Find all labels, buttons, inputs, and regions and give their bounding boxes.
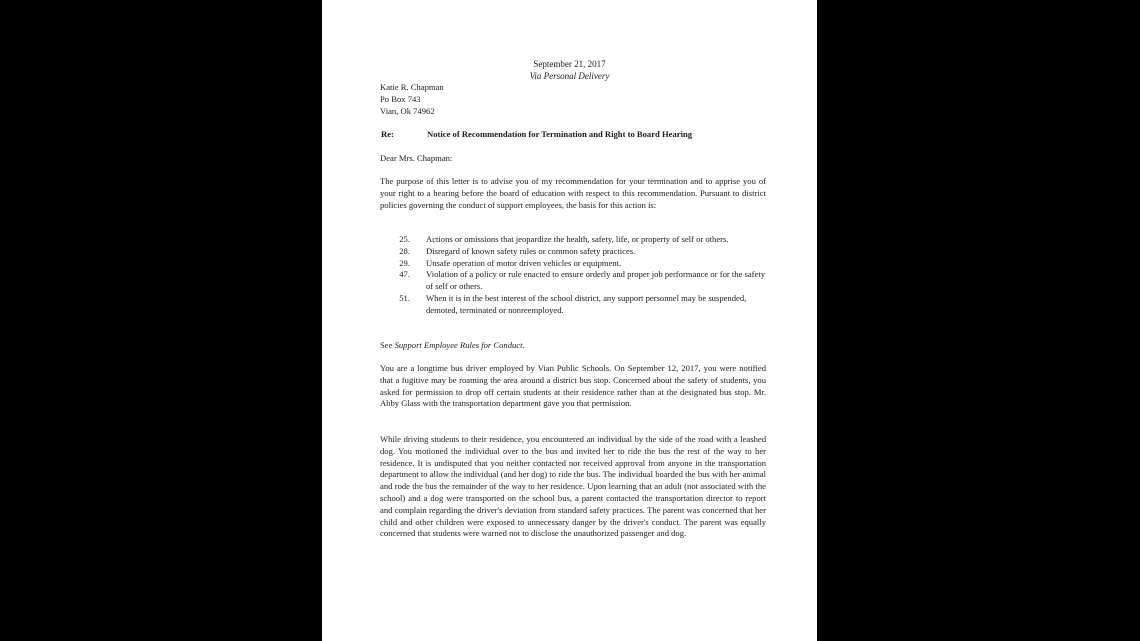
list-item [380, 258, 766, 270]
list-item [380, 269, 766, 293]
list-item [380, 246, 766, 258]
list-item [380, 234, 766, 246]
list-item-number: 47. [399, 269, 410, 280]
policy-list [380, 234, 766, 317]
see-rules-title: Support Employee Rules for Conduct. [394, 340, 525, 350]
recipient-name: Katie R. Chapman [380, 82, 444, 92]
list-item-text: Unsafe operation of motor driven vehicles or equipment. [426, 257, 622, 268]
letter-page [322, 0, 817, 641]
paragraph-background: You are a longtime bus driver employed by Vian Public Schools. On September 12, 2017, you were notified that a fugitive may be roaming the area around a district bus stop. Concerned about the safety of students, you asked for permission to drop off certain students at their residence rather than at the designated bus stop. Mr. Abby Glass with the transportation department gave you that permission. [380, 363, 766, 409]
list-item-text: Disregard of known safety rules or common safety practices. [426, 245, 636, 256]
subject-text: Notice of Recommendation for Termination and Right to Board Hearing [427, 129, 693, 139]
letter-date: September 21, 2017 [533, 59, 606, 69]
subject-line [380, 129, 766, 141]
list-item-number: 28. [399, 245, 410, 256]
list-item-number: 51. [399, 292, 410, 303]
recipient-address-line1: Po Box 743 [380, 93, 421, 104]
paragraph-incident: While driving students to their residence, you encountered an individual by the side of the road with a leashed dog. You motioned the individual over to the bus and invited her to ride the bus the rest of the way to her residence. It is undisputed that you neither contacted nor received approval from anyone in the transportation department to allow the individual (and her dog) to ride the bus. The individual boarded the bus with her animal and rode the bus the remainder of the way to her residence. Upon learning that an adult (not associated with the school) and a dog were transported on the school bus, a parent contacted the transportation director to report and complain regarding the driver's deviation from standard safety practices. The parent was concerned that her child and other children were exposed to unnecessary danger by the driver's conduct. The parent was equally concerned that students were warned not to disclose the unauthorized passenger and dog. [380, 434, 766, 539]
salutation: Dear Mrs. Chapman: [380, 153, 453, 163]
see-reference [380, 340, 766, 352]
list-item [380, 293, 766, 317]
list-item-text: Violation of a policy or rule enacted to ensure orderly and proper job performance or for the safety of self or others. [426, 269, 766, 292]
recipient-address [380, 82, 766, 117]
date-block [322, 58, 817, 82]
paragraph-purpose: The purpose of this letter is to advise you of my recommendation for your termination and to apprise you of your right to a hearing before the board of education with respect to this recommendation. Pursuant to district policies governing the conduct of support employees, the basis for this action is: [380, 176, 766, 210]
list-item-text: When it is in the best interest of the school district, any support personnel may be suspended, demoted, terminated or nonreemployed. [426, 292, 747, 315]
see-prefix: See [380, 340, 393, 350]
list-item-number: 29. [399, 257, 410, 268]
list-item-text: Actions or omissions that jeopardize the health, safety, life, or property of self or others. [426, 234, 729, 244]
recipient-address-line2: Vian, Ok 74962 [380, 105, 435, 116]
subject-label: Re: [381, 129, 394, 139]
delivery-method: Via Personal Delivery [529, 71, 610, 81]
list-item-number: 25. [399, 234, 410, 244]
